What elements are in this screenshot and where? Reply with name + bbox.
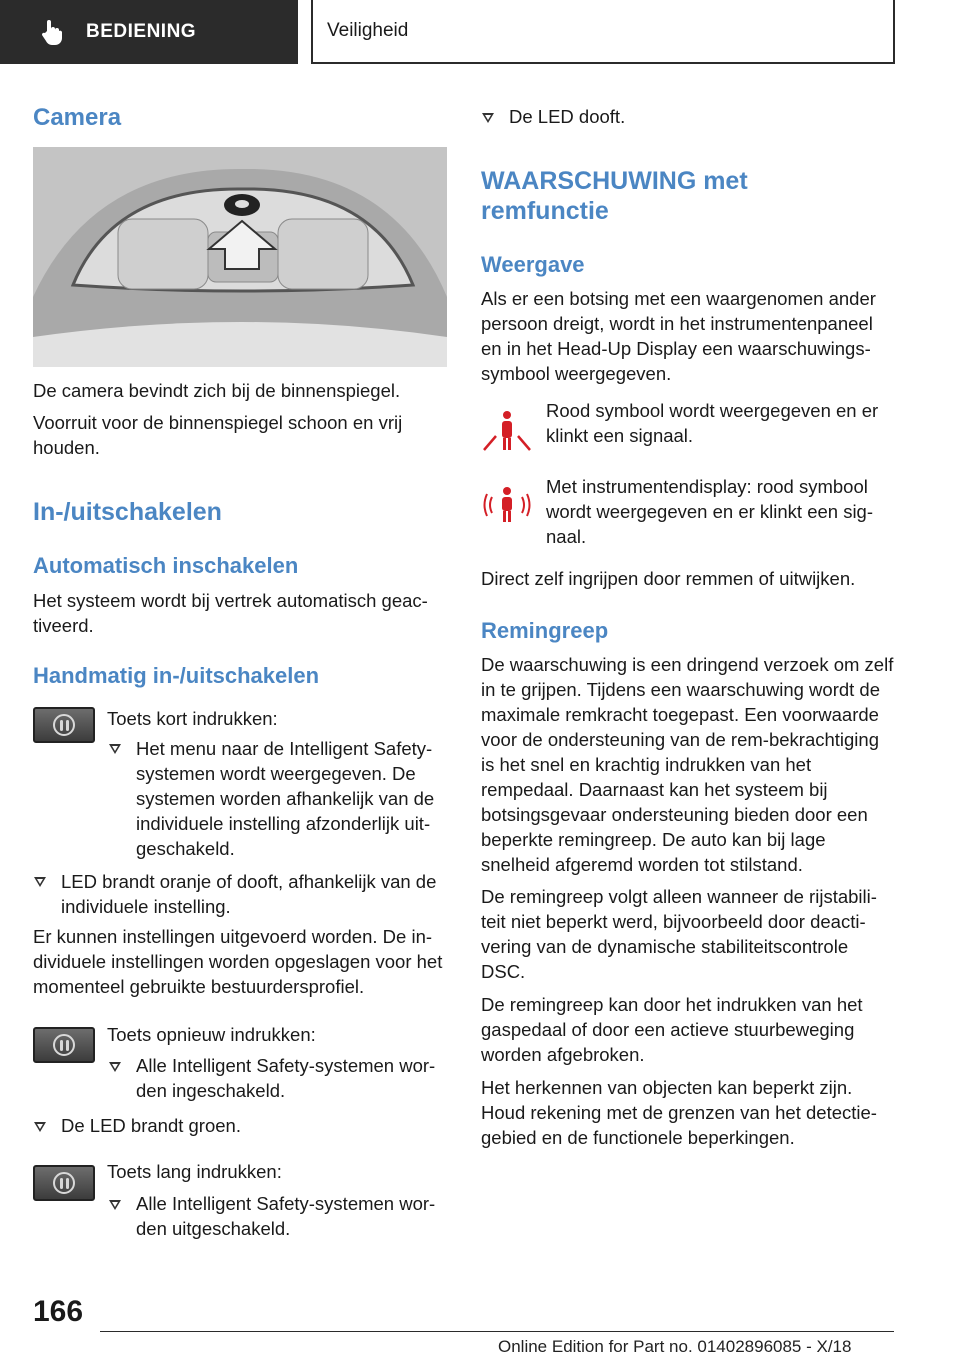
bullet-led-orange: LED brandt oranje of dooft, afhankelijk van de individuele instelling. (61, 871, 437, 917)
safety-icon (53, 1172, 75, 1194)
edition-note: Online Edition for Part no. 01402896085 - X/18 (498, 1337, 852, 1356)
safety-button-image (33, 1027, 95, 1063)
subsection-label: Veiligheid (327, 20, 409, 41)
pedestrian-sound-icon (482, 485, 532, 525)
auto-heading: Automatisch inschakelen (33, 553, 299, 578)
warning-heading: WAARSCHUWING met remfunctie (481, 167, 748, 225)
section-label: BEDIENING (86, 21, 197, 42)
bullet-all-on: Alle Intelligent Safety-systemen wor-den ingeschakeld. (136, 1055, 436, 1101)
brake-text-1: De waarschuwing is een dringend verzoek om zelf in te grijpen. Tijdens een waarschuwing wordt de maximale remkracht toegepast. Een voorwaarde voor de ondersteuning van de rem-bekrachtiging is het snel en krachtig indrukken van het rempedaal. Daarnaast kan het systeem bij botsingsgevaar ondersteuning bieden door een beperkte remingreep. De auto kan bij lage snelheid afgeremd worden tot stilstand. (481, 654, 894, 875)
bullet-menu: Het menu naar de Intelligent Safety-systemen wordt weergegeven. De systemen worden afhankelijk van de individuele instelling afzonderlijk uit-geschakeld. (136, 738, 435, 859)
camera-text-2: Voorruit voor de binnenspiegel schoon en vrij houden. (33, 412, 403, 458)
rear-window-illustration (33, 147, 447, 367)
hand-pointer-icon (40, 19, 64, 45)
symbol-red-text: Rood symbool wordt weergegeven en er klinkt een signaal. (546, 400, 879, 446)
direct-text: Direct zelf ingrijpen door remmen of uitwijken. (481, 568, 856, 589)
pedestrian-warning-icon (482, 408, 532, 458)
camera-heading: Camera (33, 104, 122, 131)
safety-icon (53, 1034, 75, 1056)
page-number: 166 (33, 1295, 84, 1328)
press-short-text: Toets kort indrukken: (107, 708, 278, 729)
brake-heading: Remingreep (481, 618, 609, 643)
subsection-tab (311, 0, 895, 64)
bullet-arrow-icon (34, 877, 46, 887)
brake-text-4: Het herkennen van objecten kan beperkt zijn. Houd rekening met de grenzen van het detectie-gebied en de functionele beperkingen. (481, 1077, 877, 1148)
brake-text-3: De remingreep kan door het indrukken van het gaspedaal of door een actieve stuurbeweging worden afgebroken. (481, 994, 863, 1065)
safety-button-image (33, 707, 95, 743)
bullet-all-off: Alle Intelligent Safety-systemen wor-den uitgeschakeld. (136, 1193, 436, 1239)
camera-photo (33, 147, 447, 367)
display-text: Als er een botsing met een waargenomen ander persoon dreigt, wordt in het instrumentenpaneel en in het Head-Up Display een waarschuwings-symbool weergegeven. (481, 288, 876, 384)
bullet-led-off: De LED dooft. (509, 106, 626, 127)
bullet-led-green: De LED brandt groen. (61, 1115, 241, 1136)
brake-text-2: De remingreep volgt alleen wanneer de rijstabili-teit niet beperkt werd, bijvoorbeeld door deacti-vering van de dynamische stabiliteitscontrole DSC. (481, 886, 877, 982)
bullet-arrow-icon (482, 113, 494, 123)
auto-text: Het systeem wordt bij vertrek automatisch geac-tiveerd. (33, 590, 428, 636)
bullet-arrow-icon (109, 1062, 121, 1072)
settings-text: Er kunnen instellingen uitgevoerd worden. De in-dividuele instellingen worden opgeslagen voor het momenteel gebruikte bestuurdersprofiel. (33, 926, 443, 997)
press-again-text: Toets opnieuw indrukken: (107, 1024, 316, 1045)
bullet-arrow-icon (109, 1200, 121, 1210)
safety-button-image (33, 1165, 95, 1201)
symbol-display-text: Met instrumentendisplay: rood symbool wordt weergegeven en er klinkt een sig-naal. (546, 476, 874, 547)
press-long-text: Toets lang indrukken: (107, 1161, 282, 1182)
camera-text-1: De camera bevindt zich bij de binnenspiegel. (33, 380, 401, 401)
onoff-heading: In-/uitschakelen (33, 498, 222, 526)
manual-heading: Handmatig in-/uitschakelen (33, 663, 320, 688)
bullet-arrow-icon (34, 1122, 46, 1132)
section-tab (0, 0, 298, 64)
safety-icon (53, 714, 75, 736)
footer-rule (100, 1331, 894, 1332)
bullet-arrow-icon (109, 744, 121, 754)
display-heading: Weergave (481, 252, 585, 277)
